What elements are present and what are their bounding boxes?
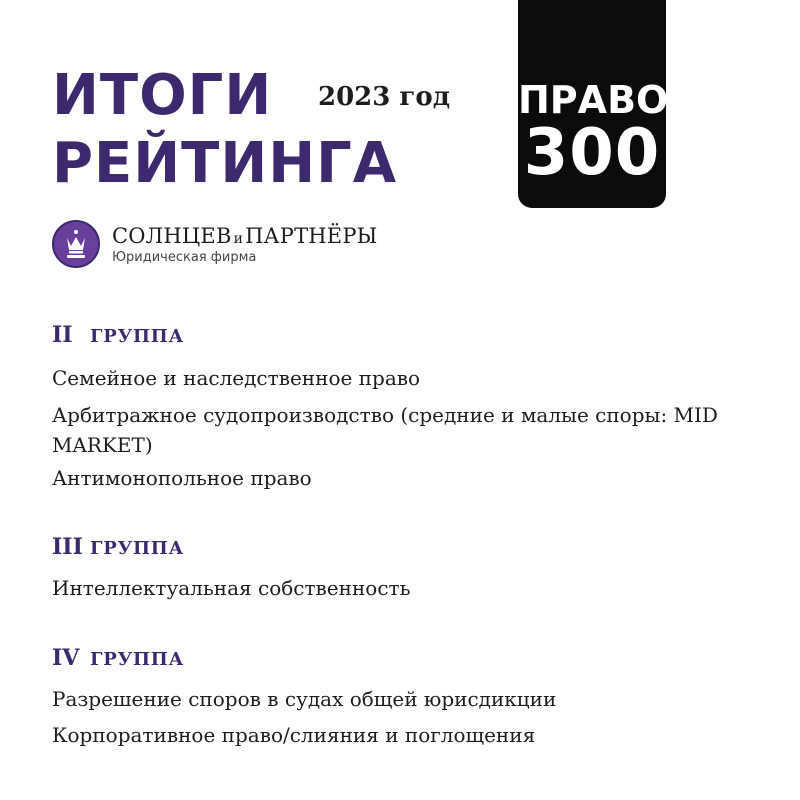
firm-name-part-1: СОЛНЦЕВ (112, 224, 232, 248)
year-label: 2023 год (318, 82, 451, 112)
firm-subtitle: Юридическая фирма (112, 250, 257, 265)
list-item: Разрешение споров в судах общей юрисдикции (52, 687, 557, 711)
group-label: ГРУППА (90, 326, 185, 347)
firm-name-part-2: ПАРТНЁРЫ (245, 224, 378, 248)
list-item: Антимонопольное право (52, 466, 312, 490)
group-numeral: III (52, 534, 83, 560)
title-line-2: РЕЙТИНГА (52, 131, 398, 196)
list-item: Корпоративное право/слияния и поглощения (52, 723, 536, 747)
group-label: ГРУППА (90, 538, 185, 559)
badge-title: ПРАВО (518, 78, 669, 122)
chess-queen-icon (52, 220, 100, 268)
list-item: Семейное и наследственное право (52, 366, 421, 390)
group-heading-ii (52, 322, 184, 348)
firm-name-conjunction: и (233, 231, 244, 247)
list-item: Арбитражное судопроизводство (средние и малые споры: MID MARKET) (52, 403, 718, 457)
group-numeral: II (52, 322, 73, 348)
list-item: Интеллектуальная собственность (52, 576, 411, 600)
title-line-1: ИТОГИ (52, 63, 273, 128)
badge-number: 300 (523, 116, 661, 190)
pravo-300-badge (518, 0, 669, 208)
group-numeral: IV (52, 645, 80, 671)
group-heading-iv (52, 645, 184, 671)
firm-name (112, 224, 378, 248)
group-label: ГРУППА (90, 649, 185, 670)
group-heading-iii (52, 534, 184, 560)
